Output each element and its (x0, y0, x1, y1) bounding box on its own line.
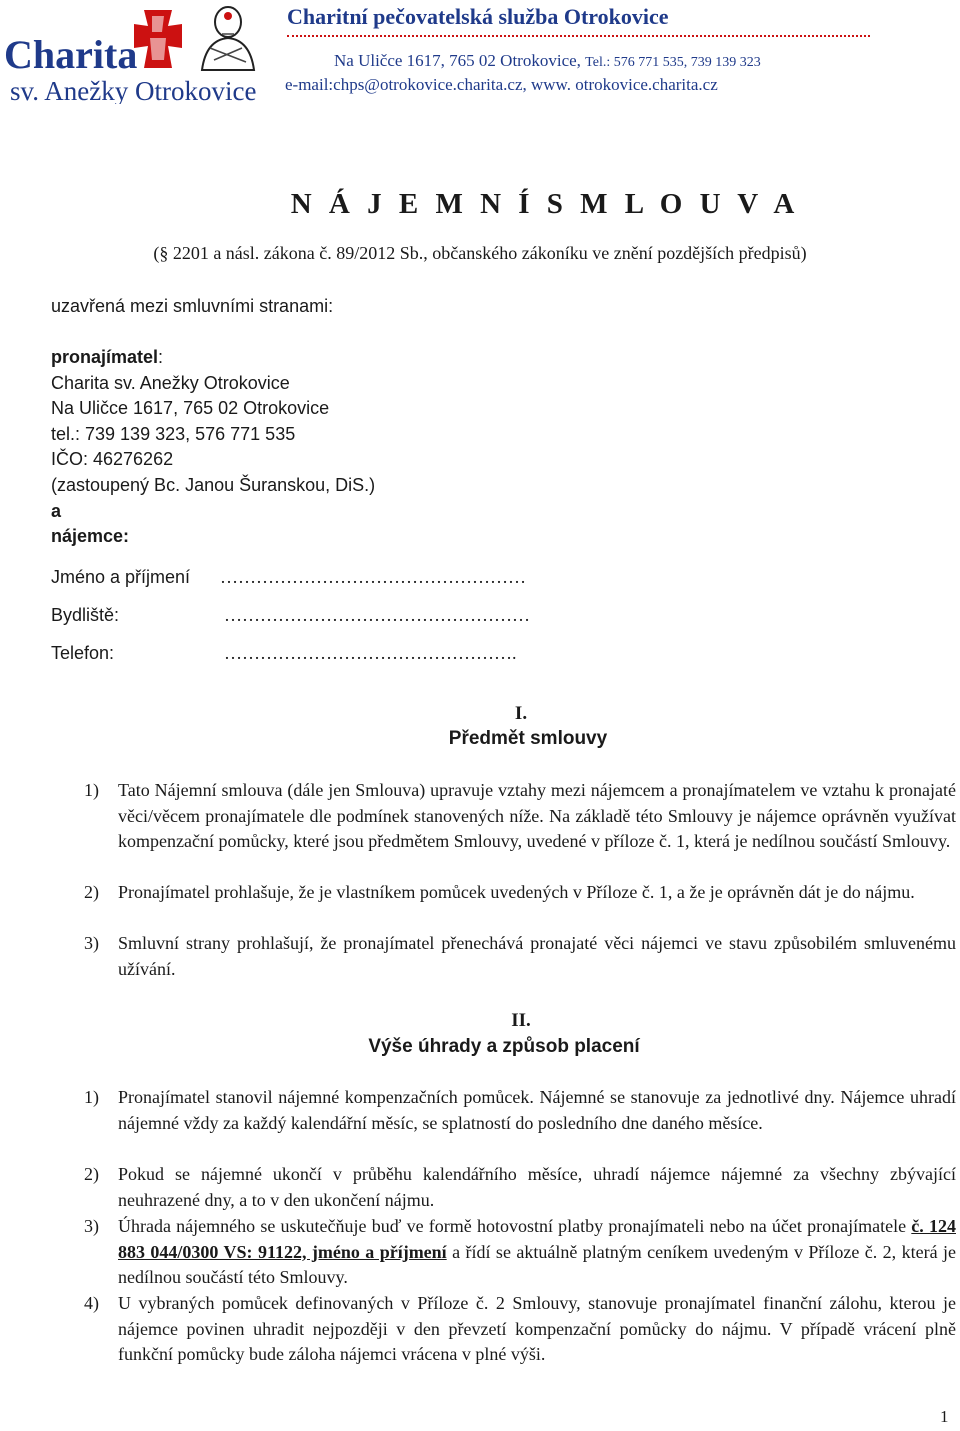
tenant-name-label: Jméno a příjmení (51, 567, 191, 587)
section-item: Smluvní strany prohlašují, že pronajímatel přenechává pronajaté věci nájemci ve stavu způsobilém smluvenému užívání. (118, 933, 956, 979)
document-title: N Á J E M N Í S M L O U V A (290, 188, 800, 220)
header-divider (287, 35, 870, 37)
intro-text: uzavřená mezi smluvními stranami: (51, 296, 334, 316)
landlord-label: pronajímatel (51, 347, 159, 367)
charita-logo (2, 4, 270, 104)
landlord-colon: : (158, 347, 164, 367)
tenant-phone-field[interactable]: …………………………………………. (224, 643, 517, 663)
cross-emblem-icon (130, 6, 184, 70)
item-number: 3) (84, 1216, 99, 1236)
item-number: 3) (84, 933, 99, 953)
section-number: I. (514, 703, 528, 724)
landlord-line: Charita sv. Anežky Otrokovice (51, 373, 290, 393)
section-item: Pronajímatel stanovil nájemné kompenzačních pomůcek. Nájemné se stanovuje za jednotlivé dny. Nájemce uhradí nájemné vždy za každý kalendářní měsíc, se splatností do posledního dne daného měsíce. (118, 1087, 956, 1133)
section-item (118, 1214, 956, 1291)
page-number: 1 (940, 1407, 949, 1426)
tenant-phone-label: Telefon: (51, 643, 115, 663)
item-number: 4) (84, 1293, 99, 1313)
org-contact: e-mail:chps@otrokovice.charita.cz, www. otrokovice.charita.cz (285, 75, 718, 94)
section-item: U vybraných pomůcek definovaných v Příloze č. 2 Smlouvy, stanovuje pronajímatel finanční zálohu, kterou je nájemce povinen uhradit nejpozději v den převzetí kompenzační pomůcky do nájmu. V případě vrácení plně funkční pomůcky bude záloha nájemci vrácena v plné výši. (118, 1293, 956, 1364)
landlord-line: (zastoupený Bc. Janou Šuranskou, DiS.) (51, 475, 376, 495)
saint-illustration-icon (188, 4, 268, 72)
section-title: Předmět smlouvy (448, 728, 608, 749)
tenant-address-label: Bydliště: (51, 605, 120, 625)
item-text: Úhrada nájemného se uskutečňuje buď ve formě hotovostní platby pronajímateli nebo na účet pronajímatele (118, 1216, 912, 1236)
section-title: Výše úhrady a způsob placení (368, 1036, 640, 1057)
landlord-line: tel.: 739 139 323, 576 771 535 (51, 424, 296, 444)
landlord-heading (51, 347, 163, 368)
item-number: 2) (84, 1164, 99, 1184)
org-address (334, 51, 761, 71)
section-item: Pokud se nájemné ukončí v průběhu kalendářního měsíce, uhradí nájemce nájemné za všechny zbývající neuhrazené dny, a to v den ukončení nájmu. (118, 1164, 956, 1210)
section-item: Pronajímatel prohlašuje, že je vlastníkem pomůcek uvedených v Příloze č. 1, a že je oprávněn dát je do nájmu. (118, 882, 915, 902)
landlord-line: Na Uličce 1617, 765 02 Otrokovice (51, 398, 330, 418)
tenant-label: nájemce: (51, 526, 130, 546)
logo-text-top: Charita (4, 32, 138, 77)
item-number: 1) (84, 1087, 99, 1107)
section-item: Tato Nájemní smlouva (dále jen Smlouva) upravuje vztahy mezi nájemcem a pronajímatelem ve vztahu k pronajaté věci/věcem pronajímatele dle podmínek stanovených níže. Na základě této Smlouvy je nájemce oprávněn využívat kompenzační pomůcky, které jsou předmětem Smlouvy, uvedené v příloze č. 1, která je nedílnou součástí Smlouvy. (118, 780, 956, 851)
conjunction: a (51, 501, 62, 521)
tenant-name-field[interactable]: …………………………………………… (220, 567, 526, 587)
logo-text-bottom: sv. Anežky Otrokovice (10, 76, 257, 104)
item-number: 1) (84, 780, 99, 800)
org-address-main: Na Uličce 1617, 765 02 Otrokovice, (334, 51, 586, 70)
item-number: 2) (84, 882, 99, 902)
law-reference: (§ 2201 a násl. zákona č. 89/2012 Sb., občanského zákoníku ve znění pozdějších předpisů) (153, 243, 807, 263)
org-name: Charitní pečovatelská služba Otrokovice (287, 4, 669, 29)
item-text: a řídí se aktuálně platným ceníkem uvedeným v Příloze č. 2, která je nedílnou součástí této Smlouvy. (118, 1241, 956, 1287)
bank-account: č. 124 883 044/0300 VS: 91122, jméno a příjmení (118, 1216, 956, 1262)
tenant-address-field[interactable]: …………………………………………… (224, 605, 530, 625)
section-number: II. (511, 1010, 531, 1031)
landlord-line: IČO: 46276262 (51, 449, 174, 469)
org-phone: Tel.: 576 771 535, 739 139 323 (585, 55, 761, 70)
